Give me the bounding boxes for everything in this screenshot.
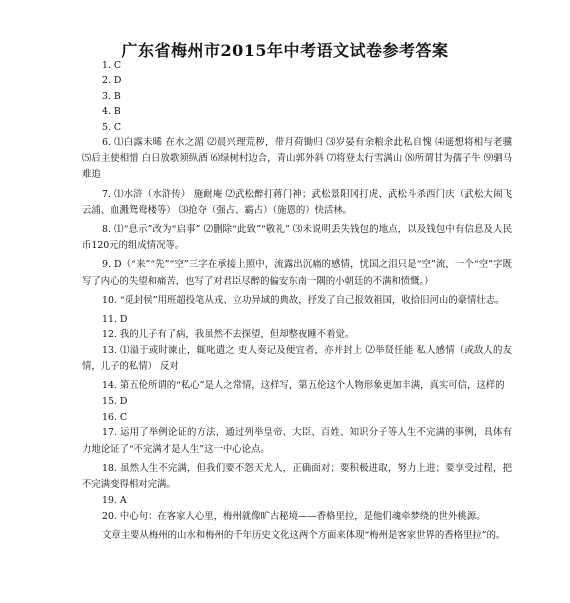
answer-item: 13. ⑴溢于或时谏止，辄叱遣之 吏人奏记及便宜者，亦并封上 ⑵举贤任能 私人感情（或敌人的友情，儿子的私情） 反对 (82, 344, 512, 373)
answer-item: 4. B (102, 106, 121, 118)
answer-item: 1. C (102, 60, 122, 71)
answer-item: 6. ⑴白露未晞 在水之湄 ⑵晨兴理荒秽，带月荷锄归 ⑶岁晏有余粮余此私自愧 ⑷遥想将相与老骥 ⑸后主使相惜 白日放歌须纵酒 ⑹绿树村边合，青山郭外斜 ⑺将登太行雪满山 ⑻所谓甘为孺子牛 ⑼驷马难追 (82, 137, 512, 181)
answer-item: 12. 我的儿子有了病，我虽然不去探望，但却整夜睡不着觉。 (102, 329, 355, 341)
answer-item: 2. D (102, 75, 122, 87)
answer-item: 14. 第五伦所谓的“私心”是人之常情，这样写，第五伦这个人物形象更加丰满，真实可信，这样的 (102, 380, 505, 392)
answer-list (82, 58, 512, 544)
answer-item: 19. A (102, 495, 127, 507)
answer-item: 15. D (102, 396, 128, 408)
answer-item: 5. C (102, 121, 122, 133)
answer-item: 18. 虽然人生不完满，但我们要不怨天尤人，正确面对；要积极进取，努力上进；要享受过程，把不完满变得相对完满。 (82, 462, 512, 490)
answer-item: 11. D (102, 314, 128, 326)
answer-item: 10. “觅封侯”用班超投笔从戎、立功异域的典故，抒发了自己报效祖国，收拾旧河山的豪情壮志。 (102, 294, 505, 306)
page-title: 广东省梅州市2015年中考语文试卷参考答案 (121, 41, 449, 60)
answer-item: 20. 中心句：在客家人心里，梅州就像旷古秘境——香格里拉，是他们魂牵梦绕的世外桃源。 (102, 510, 486, 522)
answer-item: 16. C (102, 411, 128, 423)
answer-item: 3. B (102, 90, 121, 102)
answer-item: 17. 运用了举例论证的方法，通过列举皇帝、大臣、百姓、知识分子等人生不完满的事例，具体有力地论证了“不完满才是人生”这一中心论点。 (82, 427, 512, 455)
answer-item: 9. D（“来”“先”“空”三字在承接上照中，流露出沉痛的感情，忧国之泪只是“空”流，一个“空”字既写了内心的失望和痛苦，也写了对君臣尽醉的偏安东南一隅的小朝廷的不满和愤慨。） (82, 259, 512, 287)
answer-item: 7. ⑴水浒（水浒传） 施耐庵 ⑵武松醉打蒋门神；武松景阳冈打虎、武松斗杀西门庆（武松大闹飞云浦、血溅鸳鸯楼等） ⑶抢夺（强占、霸占）（施恩的）快活林。 (82, 188, 512, 216)
answer-item: 8. ⑴“息示”改为“启事” ⑵删除“此致”“敬礼” ⑶未说明丢失钱包的地点，以及钱包中有信息及人民币120元的组成情况等。 (82, 224, 512, 252)
answer-item: 文章主要从梅州的山水和梅州的千年历史文化这两个方面来体现“梅州是客家世界的香格里拉”的。 (102, 529, 506, 541)
